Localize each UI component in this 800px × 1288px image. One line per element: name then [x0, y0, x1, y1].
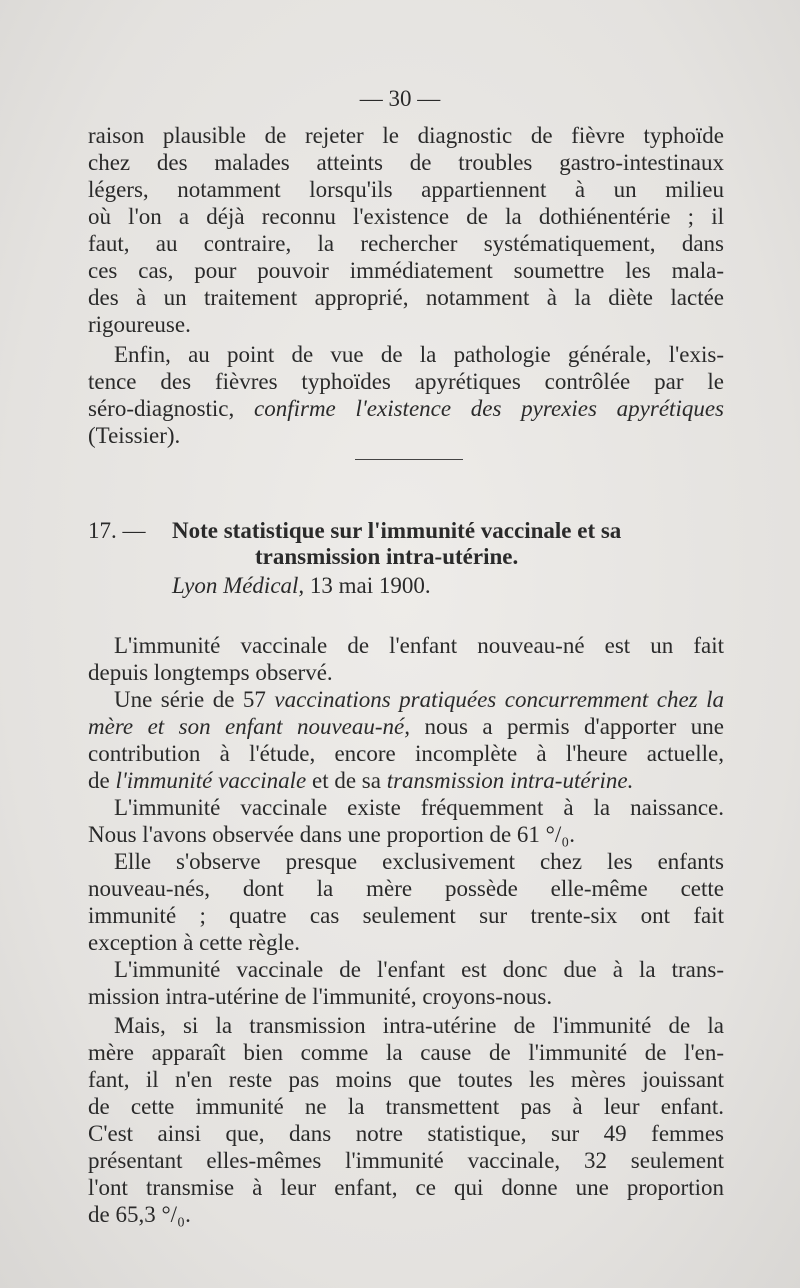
text-line: [88, 767, 724, 794]
text-line: Nous l'avons observée dans une proportion de 61 °/₀.: [88, 822, 576, 847]
italic-text: l'immunité vaccinale: [115, 768, 307, 793]
section-number: 17. —: [88, 518, 146, 543]
text-line: L'immunité vaccinale existe fréquemment à la naissance.: [114, 795, 724, 820]
text-line: Elle s'observe presque exclusivement chez les enfants: [114, 849, 724, 874]
text-span: nous a permis d'apporter une: [424, 714, 724, 739]
text-line: contribution à l'étude, encore incomplète à l'heure actuelle,: [88, 741, 724, 766]
journal-name: Lyon Médical,: [172, 573, 305, 598]
text-line: (Teissier).: [88, 423, 181, 448]
publication-date: 13 mai 1900.: [309, 573, 431, 598]
text-span: séro-diagnostic,: [88, 396, 235, 421]
text-line: Mais, si la transmission intra-utérine de l'immunité de la: [114, 1013, 724, 1038]
text-line: immunité ; quatre cas seulement sur trente-six ont fait: [88, 903, 724, 928]
text-line: depuis longtemps observé.: [88, 660, 333, 685]
text-line: de 65,3 °/₀.: [88, 1202, 191, 1227]
text-line: chez des malades atteints de troubles gastro-intestinaux: [88, 150, 724, 175]
page-number: — 30 —: [359, 86, 441, 111]
text-line: présentant elles-mêmes l'immunité vaccinale, 32 seulement: [88, 1148, 724, 1173]
italic-text: mère et son enfant nouveau-né,: [88, 714, 410, 739]
text-span: et de sa: [312, 768, 381, 793]
text-line: de cette immunité ne la transmettent pas à leur enfant.: [88, 1094, 724, 1119]
text-line: [88, 713, 724, 740]
section-title-line2: transmission intra-utérine.: [255, 544, 519, 569]
text-line: [114, 686, 724, 713]
text-line: où l'on a déjà reconnu l'existence de la dothiénentérie ; il: [88, 204, 724, 229]
text-line: faut, au contraire, la rechercher systématiquement, dans: [88, 231, 724, 256]
section-title-line1: Note statistique sur l'immunité vaccinale et sa: [172, 518, 622, 543]
text-line: mission intra-utérine de l'immunité, croyons-nous.: [88, 984, 553, 1009]
text-line: légers, notamment lorsqu'ils appartiennent à un milieu: [88, 177, 724, 202]
text-span: Une série de 57: [114, 687, 266, 712]
text-line: rigoureuse.: [88, 312, 191, 337]
italic-text: confirme l'existence des pyrexies apyrétiques: [254, 396, 724, 421]
text-line: mère apparaît bien comme la cause de l'immunité de l'en-: [88, 1040, 724, 1065]
text-line: l'ont transmise à leur enfant, ce qui donne une proportion: [88, 1175, 724, 1200]
text-line: L'immunité vaccinale de l'enfant est donc due à la trans-: [114, 957, 724, 982]
text-line: fant, il n'en reste pas moins que toutes les mères jouissant: [88, 1067, 724, 1092]
italic-text: vaccinations pratiquées concurremment chez la: [274, 687, 724, 712]
text-line: C'est ainsi que, dans notre statistique, sur 49 femmes: [88, 1121, 724, 1146]
text-line: Enfin, au point de vue de la pathologie générale, l'exis-: [114, 342, 724, 367]
text-span: de: [88, 768, 110, 793]
text-line: raison plausible de rejeter le diagnostic de fièvre typhoïde: [88, 123, 724, 148]
text-line: tence des fièvres typhoïdes apyrétiques contrôlée par le: [88, 369, 724, 394]
text-line: ces cas, pour pouvoir immédiatement soumettre les mala-: [88, 258, 724, 283]
italic-text: transmission intra-utérine.: [386, 768, 634, 793]
text-line: exception à cette règle.: [88, 930, 300, 955]
text-line: [88, 395, 724, 422]
section-divider: [355, 459, 463, 460]
section-source: [172, 573, 431, 599]
text-line: des à un traitement approprié, notamment à la diète lactée: [88, 285, 724, 310]
text-line: nouveau-nés, dont la mère possède elle-même cette: [88, 876, 724, 901]
text-line: L'immunité vaccinale de l'enfant nouveau-né est un fait: [114, 633, 724, 658]
